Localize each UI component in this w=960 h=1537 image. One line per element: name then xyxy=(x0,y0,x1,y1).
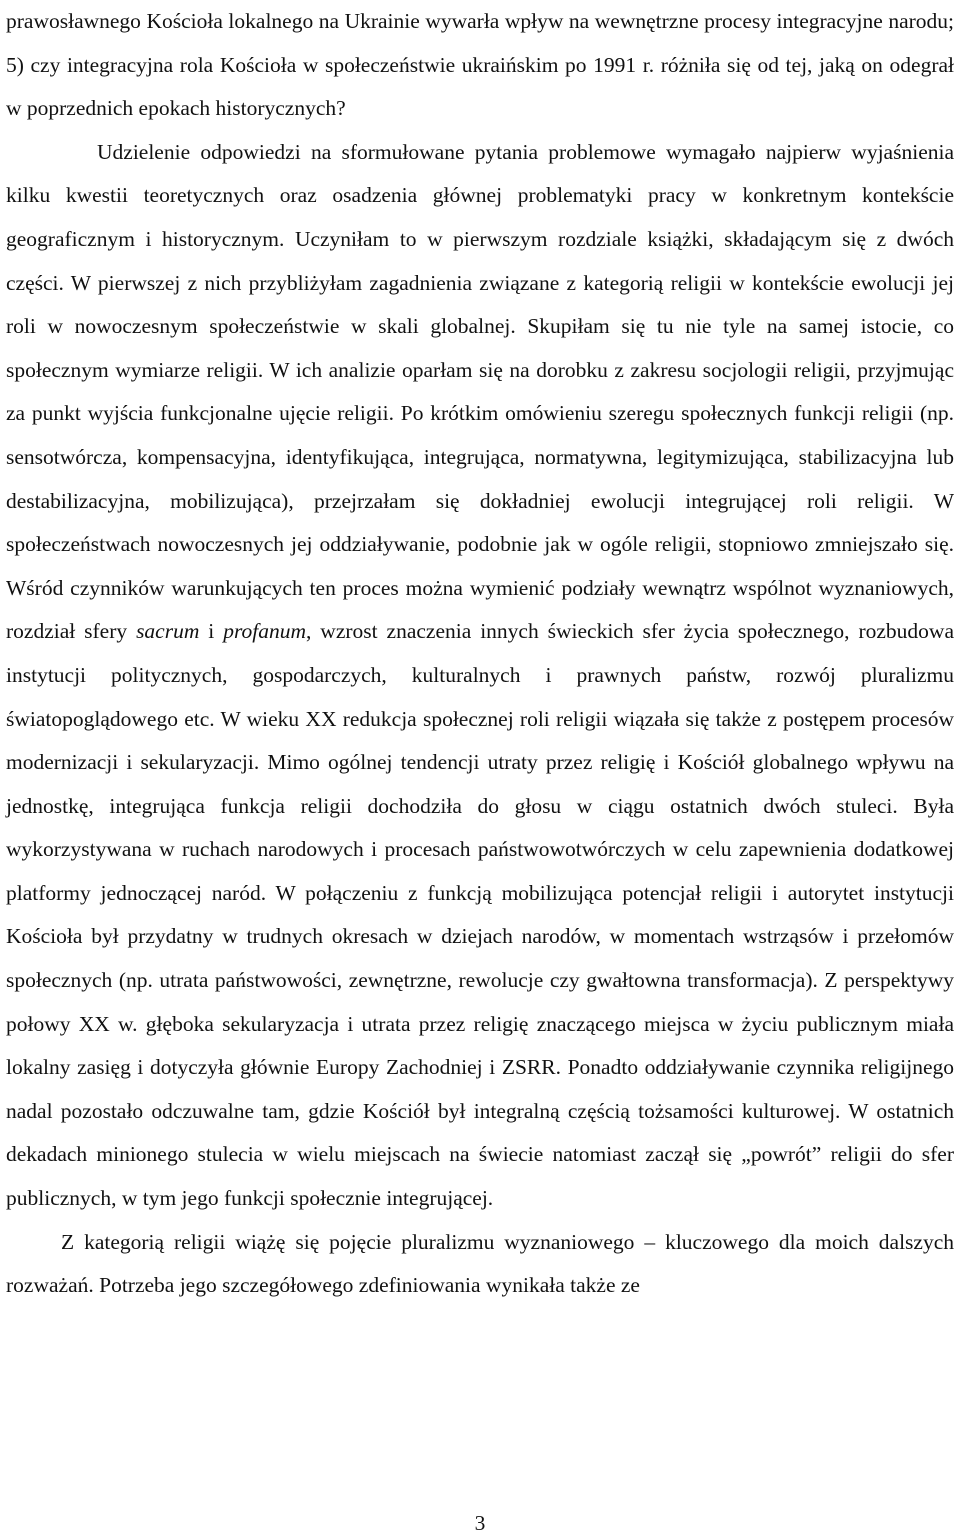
paragraph-2-text-part-1: Udzielenie odpowiedzi na sformułowane pytania problemowe wymagało najpierw wyjaśnienia kilku kwestii teoretycznych oraz osadzenia głównej problematyki pracy w konkretnym kontekście geograficznym i historycznym. Uczyniłam to w pierwszym rozdziale książki, składającym się z dwóch części. W pierwszej z nich przybliżyłam zagadnienia związane z kategorią religii w kontekście ewolucji jej roli w nowoczesnym społeczeństwie w skali globalnej. Skupiłam się tu nie tyle na samej istocie, co społecznym wymiarze religii. W ich analizie oparłam się na dorobku z zakresu socjologii religii, przyjmując za punkt wyjścia funkcjonalne ujęcie religii. Po krótkim omówieniu szeregu społecznych funkcji religii (np. sensotwórcza, kompensacyjna, identyfikująca, integrująca, normatywna, legitymizująca, stabilizacyjna lub destabilizacyjna, mobilizująca), przejrzałam się dokładniej ewolucji integrującej roli religii. W społeczeństwach nowoczesnych jej oddziaływanie, podobnie jak w ogóle religii, stopniowo zmniejszało się. Wśród czynników warunkujących ten proces można wymienić podziały wewnątrz wspólnot wyznaniowych, rozdział sfery xyxy=(6,139,954,644)
body-text xyxy=(6,0,954,1308)
paragraph-2-italic-profanum: profanum xyxy=(223,619,307,644)
paragraph-2-text-part-3: , wzrost znaczenia innych świeckich sfer życia społecznego, rozbudowa instytucji politycznych, gospodarczych, kulturalnych i prawnych państw, rozwój pluralizmu światopoglądowego etc. W wieku XX redukcja społecznej roli religii wiązała się także z postępem procesów modernizacji i sekularyzacji. Mimo ogólnej tendencji utraty przez religię i Kościół globalnego wpływu na jednostkę, integrująca funkcja religii dochodziła do głosu w ciągu ostatnich dwóch stuleci. Była wykorzystywana w ruchach narodowych i procesach państwowotwórczych w celu zapewnienia dodatkowej platformy jednoczącej naród. W połączeniu z funkcją mobilizująca potencjał religii i autorytet instytucji Kościoła był przydatny w trudnych okresach w dziejach narodów, w momentach wstrząsów i przełomów społecznych (np. utrata państwowości, zewnętrzne, rewolucje czy gwałtowna transformacja). Z perspektywy połowy XX w. głęboka sekularyzacja i utrata przez religię znaczącego miejsca w życiu publicznym miała lokalny zasięg i dotyczyła głównie Europy Zachodniej i ZSRR. Ponadto oddziaływanie czynnika religijnego nadal pozostało odczuwalne tam, gdzie Kościół był integralną częścią tożsamości kulturowej. W ostatnich dekadach minionego stulecia w wielu miejscach na świecie natomiast zaczął się „powrót” religii do sfer publicznych, w tym jego funkcji społecznie integrującej. xyxy=(6,619,954,1211)
paragraph-3-text: Z kategorią religii wiążę się pojęcie pluralizmu wyznaniowego – kluczowego dla moich dalszych rozważań. Potrzeba jego szczegółowego zdefiniowania wynikała także ze xyxy=(6,1229,954,1298)
paragraph-2-text-part-2: i xyxy=(199,619,224,644)
paragraph-1 xyxy=(6,0,954,131)
paragraph-1-text: prawosławnego Kościoła lokalnego na Ukrainie wywarła wpływ na wewnętrzne procesy integracyjne narodu; 5) czy integracyjna rola Kościoła w społeczeństwie ukraińskim po 1991 r. różniła się od tej, jaką on odegrał w poprzednich epokach historycznych? xyxy=(6,9,954,121)
paragraph-3 xyxy=(6,1221,954,1308)
paragraph-2-italic-sacrum: sacrum xyxy=(136,619,200,644)
paragraph-2 xyxy=(6,131,954,1221)
page-number: 3 xyxy=(474,1511,486,1535)
